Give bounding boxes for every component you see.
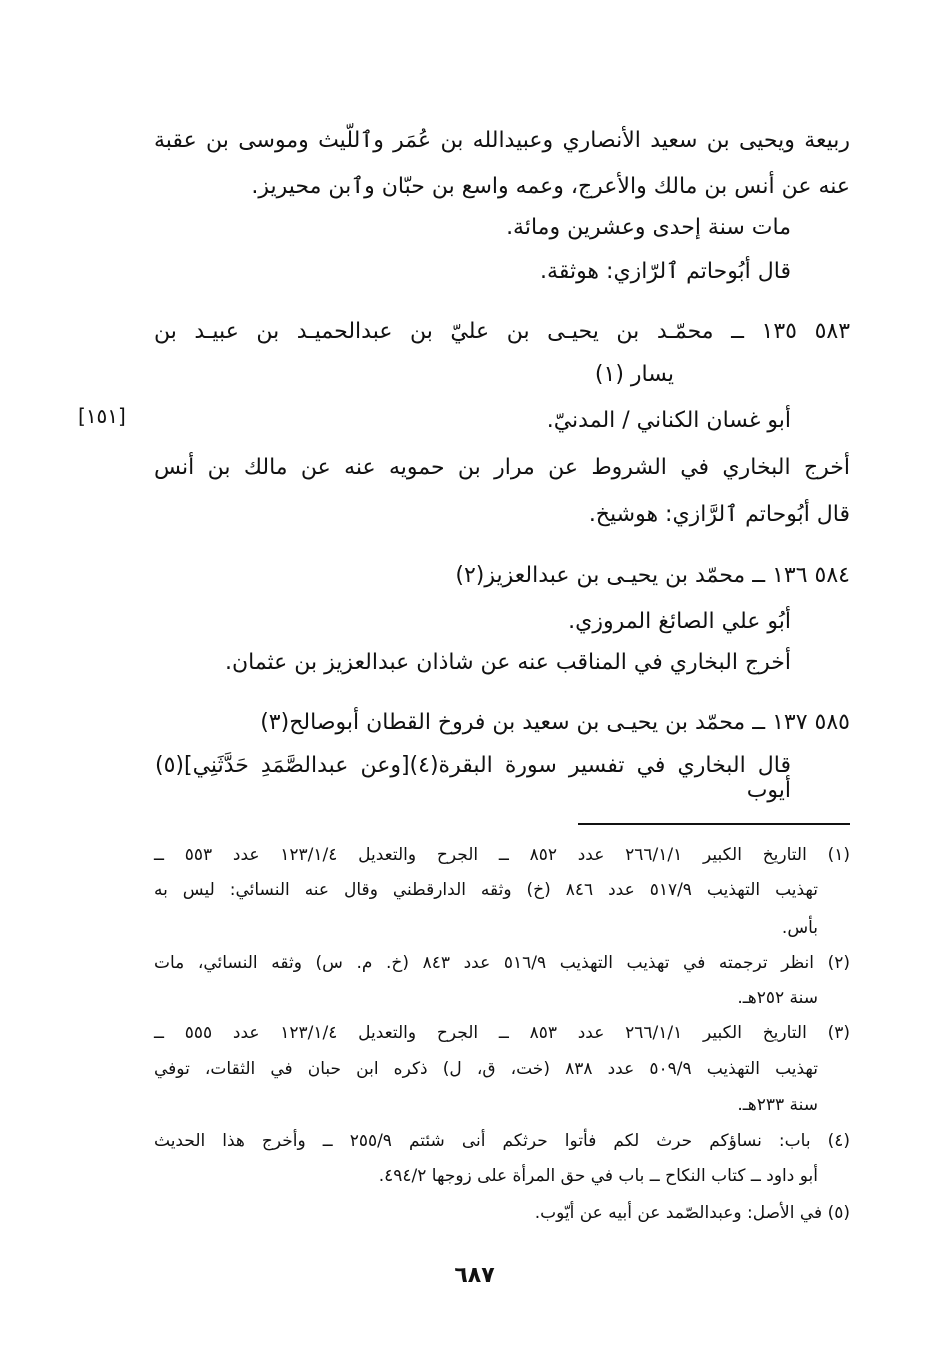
footnote-line: أبو داود ــ كتاب النكاح ــ باب في حق المرأة على زوجها ٤٩٤/٢. [378,1166,818,1186]
footnote-line: (١) التاريخ الكبير ٢٦٦/١/١ عدد ٨٥٢ ــ الجرح والتعديل ١٢٣/١/٤ عدد ٥٥٣ ــ [154,845,850,865]
footnote-line: تهذيب التهذيب ٥١٧/٩ عدد ٨٤٦ (خ) وثقه الدارقطني وقال عنه النسائي: ليس به [154,880,818,900]
entry-heading-584: ٥٨٤ ١٣٦ ــ محمّد بن يحيـى بن عبدالعزيز(٢) [455,563,850,588]
footnote-line: سنة ٢٣٣هـ. [737,1095,818,1115]
footnote-line: بأس. [781,918,818,938]
text-line: ربيعة ويحيى بن سعيد الأنصاري وعبيدالله بن عُمَر وٱللّيث وموسى بن عقبة [154,128,850,153]
entry-heading-585: ٥٨٥ ١٣٧ ــ محمّد بن يحيـى بن سعيد بن فروخ القطان أبوصالح(٣) [260,710,850,735]
footnote-line: (٥) في الأصل: وعبدالصّمد عن أبيه عن أيّوب. [534,1203,850,1223]
footnote-line: (٣) التاريخ الكبير ٢٦٦/١/١ عدد ٨٥٣ ــ الجرح والتعديل ١٢٣/١/٤ عدد ٥٥٥ ــ [154,1023,850,1043]
footnote-divider [578,823,850,825]
footnote-line: (٢) انظر ترجمته في تهذيب التهذيب ٥١٦/٩ عدد ٨٤٣ (خ. م. س) وثقه النسائي، مات [154,953,850,973]
text-line: أخرج البخاري في المناقب عنه عن شاذان عبدالعزيز بن عثمان. [224,650,791,675]
text-line: عنه عن أنس بن مالك والأعرج، وعمه واسع بن حبّان وٱبن محيريز. [251,174,850,199]
text-line: أخرج البخاري في الشروط عن مرار بن حمويه عنه عن مالك بن أنس [154,455,850,480]
page-number: ٦٨٧ [454,1263,495,1288]
text-line: مات سنة إحدى وعشرين ومائة. [506,215,791,240]
entry-heading-583: ٥٨٣ ١٣٥ ــ محمّـد بن يحيـى بن عليّ بن عبدالحميـد بن عبيـد بن [154,319,851,344]
text-line: قال أبُوحاتم ٱلرَّازي: هوشيخ. [588,502,850,527]
footnote-line: سنة ٢٥٢هـ. [737,988,818,1008]
text-line: أبو غسان الكناني / المدنيّ. [546,408,791,433]
footnote-line: (٤) باب: نساؤكم حرث لكم فأتوا حرثكم أنى شئتم ٢٥٥/٩ ــ وأخرج هذا الحديث [154,1131,850,1151]
text-line: يسار (١) [594,362,674,387]
text-line: قال أبُوحاتم ٱلرّازي: هوثقة. [540,259,791,284]
footnote-line: تهذيب التهذيب ٥٠٩/٩ عدد ٨٣٨ (خت، ق، ل) ذكره ابن حبان في الثقات، توفي [154,1059,818,1079]
text-line: أبُو علي الصائغ المروزي. [568,609,791,634]
text-line: قال البخاري في تفسير سورة البقرة(٤)[وعن عبدالصَّمَدِ حَدَّثَنِي](٥) أيوب [155,753,791,803]
margin-page-ref: [١٥١] [78,404,126,428]
